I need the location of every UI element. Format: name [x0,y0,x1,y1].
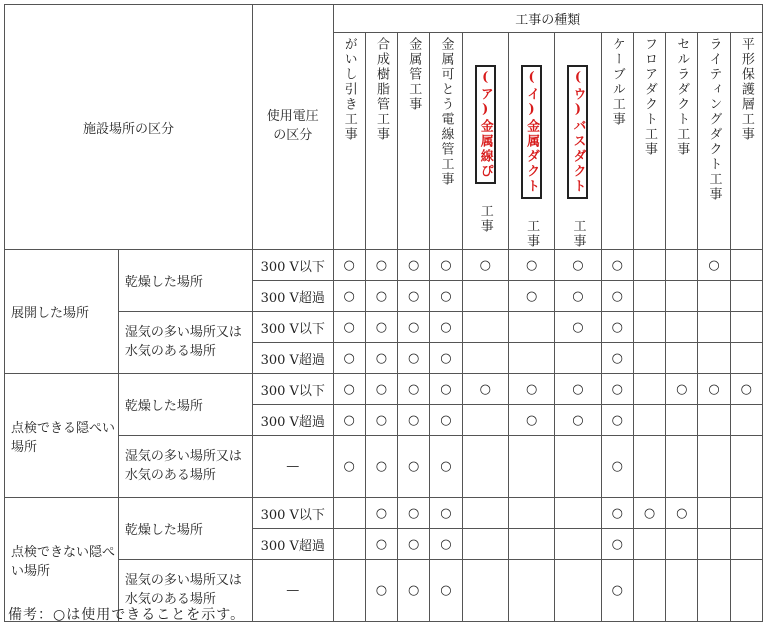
mark-cell: ○ [730,374,762,405]
mark-cell [633,374,665,405]
mark-cell: ○ [430,250,462,281]
column-label: がいし引き工事 [341,37,357,142]
mark-cell: ○ [601,405,633,436]
mark-cell [666,250,698,281]
column-header [430,33,462,250]
mark-cell [698,498,730,529]
mark-cell: ○ [398,498,430,529]
subgroup-label: 湿気の多い場所又は水気のある場所 [118,312,252,374]
mark-cell [633,560,665,622]
column-header [730,33,762,250]
column-header [601,33,633,250]
column-header [633,33,665,250]
mark-cell: ○ [365,250,397,281]
mark-cell: ○ [365,529,397,560]
group-label: 点検できない隠ぺい場所 [5,498,119,622]
mark-cell: ○ [365,281,397,312]
mark-cell [462,312,508,343]
mark-cell [462,281,508,312]
column-label: セルラダクト工事 [674,37,690,157]
mark-cell [698,529,730,560]
mark-cell [555,560,601,622]
mark-cell: ○ [430,312,462,343]
column-label: ケーブル工事 [609,37,625,127]
mark-cell [555,436,601,498]
mark-cell: ○ [398,281,430,312]
mark-cell: ○ [365,560,397,622]
mark-cell: ○ [333,405,365,436]
mark-cell: ○ [601,343,633,374]
mark-cell: ○ [601,436,633,498]
mark-cell [462,498,508,529]
mark-cell [508,560,554,622]
column-header [398,33,430,250]
location-header: 施設場所の区分 [5,5,253,250]
mark-cell: ○ [555,250,601,281]
voltage-cell: 300 V以下 [252,498,333,529]
answer-c-label: (ウ)バスダクト [570,70,586,194]
mark-cell [633,436,665,498]
mark-cell [633,250,665,281]
mark-cell [333,529,365,560]
mark-cell: ○ [666,374,698,405]
mark-cell [508,529,554,560]
voltage-header [252,5,333,250]
mark-cell [730,436,762,498]
mark-cell [730,560,762,622]
table-row [5,498,763,529]
voltage-cell: — [252,560,333,622]
mark-cell [633,312,665,343]
mark-cell: ○ [398,250,430,281]
mark-cell: ○ [365,343,397,374]
mark-cell: ○ [633,498,665,529]
column-label: 金属可とう電線管工事 [438,37,454,187]
column-suffix: 工事 [570,219,586,249]
voltage-cell: 300 V超過 [252,281,333,312]
subgroup-label: 湿気の多い場所又は水気のある場所 [118,436,252,498]
mark-cell: ○ [555,281,601,312]
column-header [333,33,365,250]
mark-cell: ○ [430,436,462,498]
voltage-header-line1: 使用電圧 [266,109,319,125]
mark-cell: ○ [508,405,554,436]
wiring-method-table [4,4,763,622]
mark-cell: ○ [601,498,633,529]
mark-cell [462,343,508,374]
column-header-answer-a [462,33,508,250]
mark-cell: ○ [365,312,397,343]
subgroup-label: 乾燥した場所 [118,498,252,560]
column-header-answer-b [508,33,554,250]
mark-cell: ○ [601,281,633,312]
work-types-header: 工事の種類 [333,5,762,33]
voltage-cell: 300 V超過 [252,529,333,560]
mark-cell [666,529,698,560]
mark-cell [698,312,730,343]
subgroup-label: 湿気の多い場所又は水気のある場所 [118,560,252,622]
mark-cell [698,343,730,374]
column-label: 合成樹脂管工事 [373,37,389,142]
mark-cell [633,405,665,436]
mark-cell: ○ [430,281,462,312]
mark-cell [555,529,601,560]
mark-cell [730,405,762,436]
mark-cell [698,436,730,498]
mark-cell: ○ [333,250,365,281]
mark-cell: ○ [555,312,601,343]
column-header [666,33,698,250]
group-label: 展開した場所 [5,250,119,374]
column-suffix: 工事 [524,219,540,249]
mark-cell [666,343,698,374]
column-suffix: 工事 [477,204,493,234]
mark-cell: ○ [430,529,462,560]
mark-cell: ○ [365,374,397,405]
mark-cell [666,405,698,436]
table-row [5,374,763,405]
mark-cell [730,343,762,374]
mark-cell: ○ [462,250,508,281]
voltage-cell: 300 V超過 [252,405,333,436]
mark-cell [462,529,508,560]
voltage-cell: — [252,436,333,498]
table-note: 備考：○は使用できることを示す。 [8,607,246,623]
voltage-cell: 300 V以下 [252,312,333,343]
column-label: ライティングダクト工事 [706,37,722,202]
mark-cell: ○ [333,281,365,312]
mark-cell: ○ [398,374,430,405]
mark-cell [508,498,554,529]
mark-cell [730,312,762,343]
mark-cell [698,281,730,312]
mark-cell: ○ [398,436,430,498]
mark-cell [508,312,554,343]
mark-cell [698,560,730,622]
voltage-cell: 300 V以下 [252,374,333,405]
mark-cell: ○ [398,405,430,436]
mark-cell: ○ [555,374,601,405]
mark-cell [508,343,554,374]
mark-cell [730,498,762,529]
mark-cell [633,343,665,374]
mark-cell [730,281,762,312]
mark-cell: ○ [430,405,462,436]
group-label: 点検できる隠ぺい場所 [5,374,119,498]
mark-cell: ○ [698,374,730,405]
mark-cell [555,498,601,529]
subgroup-label: 乾燥した場所 [118,374,252,436]
mark-cell [730,250,762,281]
answer-a-label: (ア)金属線ぴ [477,70,493,179]
mark-cell [508,436,554,498]
voltage-cell: 300 V以下 [252,250,333,281]
voltage-cell: 300 V超過 [252,343,333,374]
mark-cell: ○ [666,498,698,529]
mark-cell: ○ [508,250,554,281]
mark-cell [666,436,698,498]
mark-cell: ○ [365,498,397,529]
subgroup-label: 乾燥した場所 [118,250,252,312]
table-row [5,312,763,343]
mark-cell: ○ [462,374,508,405]
mark-cell [698,405,730,436]
mark-cell: ○ [365,405,397,436]
mark-cell [666,312,698,343]
mark-cell: ○ [430,560,462,622]
column-header [365,33,397,250]
mark-cell [333,498,365,529]
mark-cell: ○ [601,312,633,343]
mark-cell [333,560,365,622]
mark-cell: ○ [333,436,365,498]
column-label: 金属管工事 [406,37,422,112]
mark-cell: ○ [601,529,633,560]
mark-cell: ○ [555,405,601,436]
answer-b-label: (イ)金属ダクト [524,70,540,194]
column-header [698,33,730,250]
mark-cell: ○ [601,250,633,281]
mark-cell: ○ [333,343,365,374]
table-row [5,436,763,498]
mark-cell: ○ [398,560,430,622]
mark-cell [633,281,665,312]
mark-cell: ○ [698,250,730,281]
table-row [5,250,763,281]
mark-cell: ○ [398,312,430,343]
mark-cell: ○ [365,436,397,498]
mark-cell: ○ [333,374,365,405]
mark-cell: ○ [601,374,633,405]
mark-cell [462,560,508,622]
voltage-header-line2: の区分 [273,128,313,143]
mark-cell: ○ [333,312,365,343]
mark-cell [633,529,665,560]
mark-cell: ○ [430,498,462,529]
mark-cell: ○ [430,343,462,374]
column-label: 平形保護層工事 [738,37,754,142]
mark-cell [555,343,601,374]
mark-cell [666,560,698,622]
mark-cell [730,529,762,560]
mark-cell [462,436,508,498]
mark-cell: ○ [601,560,633,622]
mark-cell: ○ [508,281,554,312]
column-label: フロアダクト工事 [642,37,658,157]
mark-cell [666,281,698,312]
mark-cell: ○ [430,374,462,405]
column-header-answer-c [555,33,601,250]
mark-cell: ○ [398,343,430,374]
mark-cell: ○ [398,529,430,560]
mark-cell: ○ [508,374,554,405]
mark-cell [462,405,508,436]
